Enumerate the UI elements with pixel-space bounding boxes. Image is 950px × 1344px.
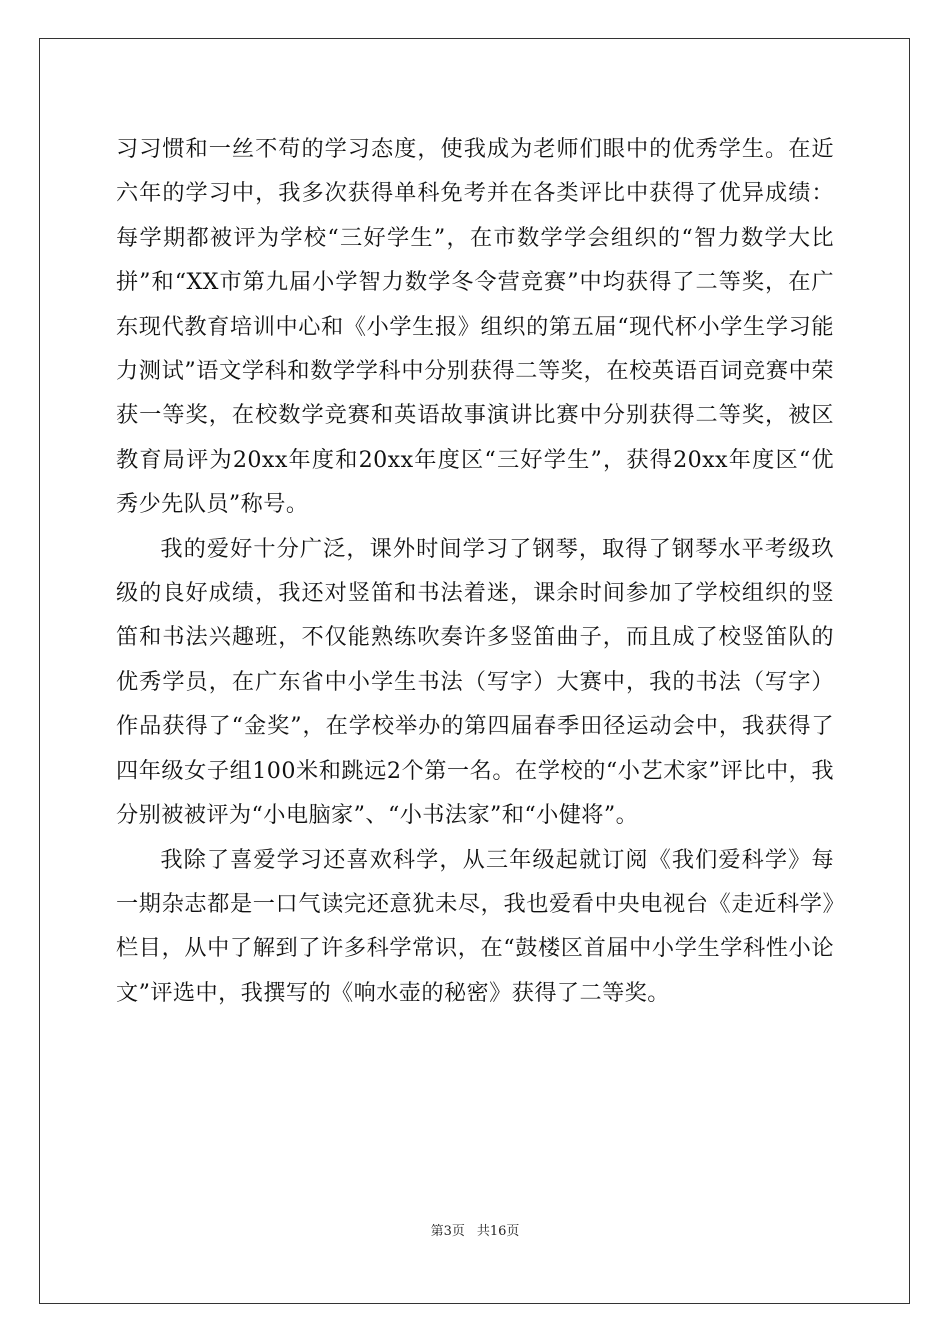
page-footer xyxy=(0,1220,950,1239)
paragraph-2: 我的爱好十分广泛，课外时间学习了钢琴，取得了钢琴水平考级玖级的良好成绩，我还对竖笛和书法着迷，课余时间参加了学校组织的竖笛和书法兴趣班，不仅能熟练吹奏许多竖笛曲子，而且成了校竖笛队的优秀学员，在广东省中小学生书法（写字）大赛中，我的书法（写字）作品获得了“金奖”，在学校举办的第四届春季田径运动会中，我获得了四年级女子组100米和跳远2个第一名。在学校的“小艺术家”评比中，我分别被被评为“小电脑家”、“小书法家”和“小健将”。 xyxy=(116,535,834,829)
page-total: 共16页 xyxy=(476,1224,520,1239)
document-body xyxy=(116,127,834,1015)
page-number: 第3页 xyxy=(430,1224,465,1239)
paragraph-3: 我除了喜爱学习还喜欢科学，从三年级起就订阅《我们爱科学》每一期杂志都是一口气读完还意犹未尽，我也爱看中央电视台《走近科学》栏目，从中了解到了许多科学常识，在“鼓楼区首届中小学生学科性小论文”评选中，我撰写的《响水壶的秘密》获得了二等奖。 xyxy=(116,846,834,1006)
paragraph-1: 习习惯和一丝不苟的学习态度，使我成为老师们眼中的优秀学生。在近六年的学习中，我多次获得单科免考并在各类评比中获得了优异成绩：每学期都被评为学校“三好学生”，在市数学学会组织的“智力数学大比拼”和“XX市第九届小学智力数学冬令营竞赛”中均获得了二等奖，在广东现代教育培训中心和《小学生报》组织的第五届“现代杯小学生学习能力测试”语文学科和数学学科中分别获得二等奖，在校英语百词竞赛中荣获一等奖，在校数学竞赛和英语故事演讲比赛中分别获得二等奖，被区教育局评为20xx年度和20xx年度区“三好学生”，获得20xx年度区“优秀少先队员”称号。 xyxy=(116,136,834,518)
